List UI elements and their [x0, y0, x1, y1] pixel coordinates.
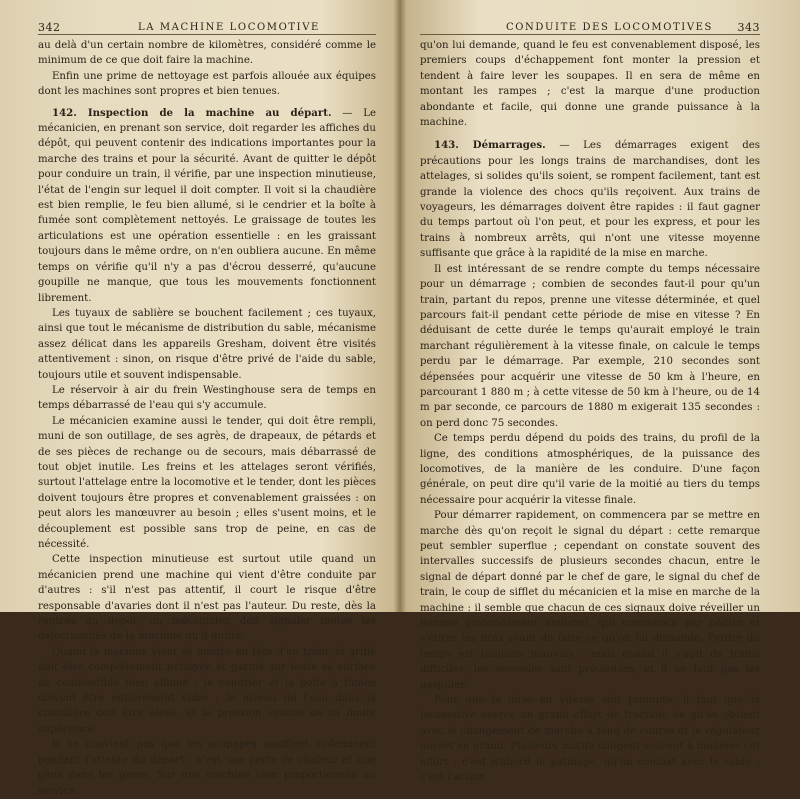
- right-page: [402, 0, 800, 784]
- section-143-heading: 143. Démarrages.: [434, 139, 546, 152]
- section-142-text: — Le mécanicien, en prenant son service, doit regarder les affiches du dépôt, qui peuvent contenir des indications importantes pour la marche des trains et pour la sécurité. Avant de quitter le dépôt pour conduire un train, il vérifie, par une inspection minutieuse, l'état de l'engin sur lequel il doit compter. Il voit si la chaudière est bien remplie, le feu bien allumé, si le cendrier et la boîte à fumée sont complètement nettoyés. Le graissage de toutes les articulations est une opération essentielle : en les graissant toujours dans le même ordre, on n'en oubliera aucune. En même temps on vérifie qu'il n'y a pas d'écrou desserré, qu'aucune goupille ne manque, que tous les mouvements fonctionnent librement.: [38, 107, 376, 304]
- paragraph: Cette inspection minutieuse est surtout utile quand un mécanicien prend une machine qui vient d'être conduite par d'autres : s'il n'est pas attentif, il court le risque d'être responsable d'avaries dont il n'est pas l'auteur. Du reste, dès la rentrée au dépôt, un mécanicien doit signaler toutes les défectuosités de la machine qu'il quitte.: [38, 554, 376, 643]
- right-page-number: 343: [737, 21, 760, 34]
- paragraph: Le mécanicien examine aussi le tender, qui doit être rempli, muni de son outillage, de ses agrès, de drapeaux, de pétards et de ses pièces de rechange ou de secours, mais débarrassé de tout objet inutile. Les freins et les attelages seront vérifiés, surtout l'attelage entre la locomotive et le tender, dont les pièces doivent toujours être propres et convenablement graissées : on peut alors les manœuvrer au besoin ; elles s'usent moins, et le découplement est possible sans trop de peine, en cas de nécessité.: [38, 415, 376, 550]
- paragraph: Les tuyaux de sablière se bouchent facilement ; ces tuyaux, ainsi que tout le mécanisme de distribution du sable, mécanisme assez délicat dans les appareils Gresham, doivent être visités attentivement : sinon, on risque d'être privé de l'aide du sable, toujours utile et souvent indispensable.: [38, 307, 376, 381]
- left-page-number: 342: [38, 21, 61, 34]
- paragraph: Le réservoir à air du frein Westinghouse sera de temps en temps débarrassé de l'eau qui s'y accumule.: [38, 384, 376, 412]
- paragraph: Enfin une prime de nettoyage est parfois allouée aux équipes dont les machines sont propres et bien tenues.: [38, 70, 376, 98]
- paragraph: Ce temps perdu dépend du poids des trains, du profil de la ligne, des conditions atmosphériques, de la puissance des locomotives, de la manière de les conduire. D'une façon générale, on peut dire qu'il varie de la moitié au tiers du temps nécessaire pour acquérir la vitesse finale.: [420, 433, 760, 506]
- left-header-rule: [38, 34, 376, 35]
- paragraph: Il ne convient pas que les soupapes soufflent violemment pendant l'attente du départ : c'est une perte de chaleur et une gêne dans les gares. Sur une machine bien proportionnée au service: [38, 739, 376, 797]
- paragraph: Pour que la mise en vitesse soit prompte, il faut que la locomotive exerce un grand effort de traction, ce qu'on obtient avec le changement de marche à fond de course et le régulateur ouvert en grand. Plusieurs motifs obligent souvent à modérer cet effort : c'est d'abord le patinage, qu'on combat avec le sable ; c'est l'action: [420, 695, 760, 784]
- paragraph: qu'on lui demande, quand le feu est convenablement disposé, les premiers coups d'échappement font monter la pression et tendent à faire lever les soupapes. Il en sera de même en montant les rampes ; c'est la marque d'une production abondante et facile, qui donne une grande puissance à la machine.: [420, 40, 760, 129]
- left-running-head: LA MACHINE LOCOMOTIVE: [138, 22, 320, 33]
- paragraph: au delà d'un certain nombre de kilomètres, considéré comme le minimum de ce que doit faire la machine.: [38, 40, 376, 67]
- section-142-heading: 142. Inspection de la machine au départ.: [52, 106, 332, 119]
- right-header-rule: [420, 34, 760, 35]
- left-page: [0, 0, 398, 797]
- left-body-text: [38, 38, 376, 799]
- paragraph: Il est intéressant de se rendre compte du temps nécessaire pour un démarrage ; combien de secondes faut-il pour qu'un train, partant du repos, prenne une vitesse déterminée, et quel parcours fait-il pendant cette période de mise en vitesse ? En déduisant de cette durée le temps qu'aurait employé le train marchant régulièrement à la vitesse finale, on calcule le temps perdu par le démarrage. Par exemple, 210 secondes sont dépensées pour acquérir une vitesse de 50 km à l'heure, en parcourant 1 880 m ; à cette vitesse de 50 km à l'heure, ou de 14 m par seconde, ce parcours de 1880 m exigerait 135 secondes : on perd donc 75 secondes.: [420, 263, 760, 429]
- section-142: [38, 106, 376, 306]
- right-body-text: [420, 38, 760, 786]
- section-143-text: — Les démarrages exigent des précautions pour les longs trains de marchandises, dont les attelages, si solides qu'ils soient, se rompent facilement, tant est grande la violence des chocs qu'ils reçoivent. Aux trains de voyageurs, les démarrages doivent être rapides : il faut gagner du temps partout où l'on peut, et pour les express, et pour les trains à nombreux arrêts, qui n'ont une vitesse moyenne suffisante que grâce à la rapidité de la mise en marche.: [420, 140, 760, 260]
- paragraph: Quand la machine vient se mettre en tête d'un train, la grille doit être complètement nettoyée et garnie sur toute sa surface de combustible bien allumé ; le cendrier et la boîte à fumée doivent être entièrement vides ; le niveau de l'eau dans la chaudière doit être élevé, et la pression voisine de sa limite supérieure.: [38, 646, 376, 735]
- section-143: [420, 138, 760, 261]
- paragraph: Pour démarrer rapidement, on commencera par se mettre en marche dès qu'on reçoit le signal du départ : cette remarque peut sembler superflue ; cependant on constate souvent des intervalles successifs de plusieurs secondes chacun, entre le signal de départ donné par le chef de gare, le signal du chef de train, le coup de sifflet du mécanicien et la mise en marche de la machine : il semble que chacun de ces signaux doive réveiller un homme profondément endormi, qui commence par bâiller et s'étirer les bras avant de faire ce qu'on lui demande. Perdre du temps est toujours mauvais ; mais quand il s'agit de trains difficiles, les secondes sont précieuses, et il ne faut pas les gaspiller.: [420, 510, 760, 691]
- right-running-head: CONDUITE DES LOCOMOTIVES: [506, 22, 714, 33]
